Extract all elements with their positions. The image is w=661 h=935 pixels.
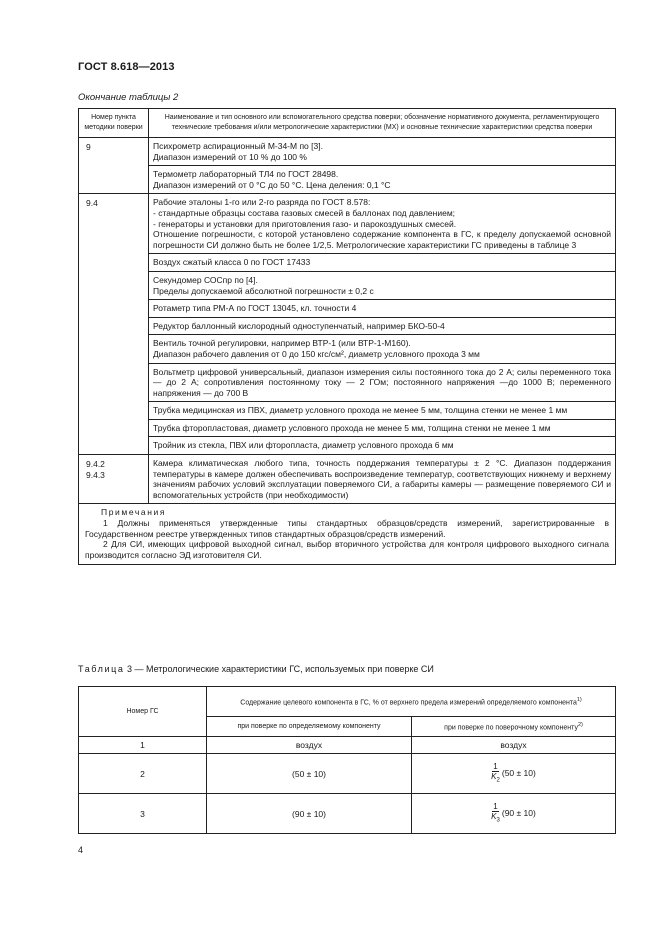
- table3-caption-text: 3 — Метрологические характеристики ГС, используемых при поверке СИ: [124, 664, 434, 674]
- equipment-item: [149, 363, 615, 402]
- equipment-line: Диапазон измерений от 0 °С до 50 °С. Цена деления: 0,1 °С: [153, 179, 391, 190]
- table-row: [79, 737, 616, 754]
- equipment-line: Трубка медицинская из ПВХ, диаметр условного прохода не менее 5 мм, толщина стенки не менее 1 мм: [153, 405, 568, 416]
- equipment-line: Вольтметр цифровой универсальный, диапазон измерения силы постоянного тока до 2 А; силы переменного тока — до 2 А; сопротивления постоянному току — 2 ГОм; постоянного напряжения —до 1000 В; переменного напряжения — до 700 В: [153, 366, 611, 398]
- table2-notes-row: [79, 504, 616, 565]
- table3-subheader-2: [412, 717, 616, 737]
- document-code: ГОСТ 8.618—2013: [78, 61, 175, 73]
- fraction-den-letter: K: [491, 772, 497, 782]
- equipment-line: Камера климатическая любого типа, точность поддержания температуры ± 2 °С. Диапазон поддержания температуры в камере должен обеспечивать воспроизведение температур, соответствующих нижнему и верхнему значениям рабочих условий эксплуатации поверяемого СИ, а габариты камеры — размещение поверяемого СИ и вспомогательных устройств (при необходимости): [153, 458, 611, 500]
- table3-col1-header: Номер ГС: [79, 687, 207, 737]
- fraction-denominator: [491, 772, 500, 786]
- table3-header-row: [79, 687, 616, 717]
- gs-value-verification: [412, 794, 616, 834]
- table2-col1-header: Номер пункта методики поверки: [79, 109, 149, 138]
- fraction-den-sub: 3: [496, 817, 500, 824]
- fraction: [491, 762, 500, 786]
- table-row: [79, 794, 616, 834]
- equipment-item: [149, 401, 615, 419]
- equipment-item: [149, 317, 615, 335]
- note-item: 1 Должны применяться утвержденные типы стандартных образцов/средств измерений, зарегистрированные в Государственном реестре утвержденных типов стандартных образцов/средств измерений.: [85, 518, 609, 539]
- equipment-line: Психрометр аспирационный М-34-М по [3].: [153, 141, 323, 151]
- equipment-item: [149, 165, 615, 193]
- gs-number: 2: [79, 754, 207, 794]
- equipment-line: Ротаметр типа РМ-А по ГОСТ 13045, кл. точности 4: [153, 303, 357, 314]
- fraction: [491, 802, 500, 826]
- equipment-line: Редуктор баллонный кислородный одноступенчатый, например БКО-50-4: [153, 320, 445, 331]
- equipment-item: [149, 253, 615, 271]
- table3-group-header-text: Содержание целевого компонента в ГС, % от верхнего предела измерений определяемого компонента: [240, 699, 577, 707]
- gs-value-verification: [412, 754, 616, 794]
- table3-group-header: [207, 687, 616, 717]
- equipment-item: [149, 299, 615, 317]
- table3-group-header-sup: 1): [576, 696, 582, 703]
- gs-number: 1: [79, 737, 207, 754]
- equipment-line: Секундомер СОСпр по [4].: [153, 274, 258, 285]
- equipment-line: Пределы допускаемой абсолютной погрешности ± 0,2 с: [153, 285, 374, 296]
- table3-subheader-1: при поверке по определяемому компоненту: [207, 717, 412, 737]
- table2-notes: [79, 504, 616, 565]
- equipment-line: Диапазон измерений от 10 % до 100 %: [153, 151, 307, 162]
- fraction-numerator: 1: [493, 762, 498, 772]
- equipment-cell: [149, 194, 616, 455]
- equipment-item: [149, 271, 615, 299]
- note-item: 2 Для СИ, имеющих цифровой выходной сигнал, выбор вторичного устройства для контроля цифрового выходного сигнала производится согласно ЭД изготовителя СИ.: [85, 539, 609, 560]
- page-number: 4: [78, 845, 84, 855]
- table2-col2-header: Наименование и тип основного или вспомогательного средства поверки; обозначение нормативного документа, регламентирующего технические требования и/или метрологические характеристики (МХ) и основные технические характеристики средства поверки: [149, 109, 616, 138]
- table-row: [79, 754, 616, 794]
- equipment-item: [149, 436, 615, 454]
- equipment-line: Трубка фторопластовая, диаметр условного прохода не менее 5 мм, толщина стенки не менее 1 мм: [153, 422, 551, 433]
- equipment-item: [149, 419, 615, 437]
- table3-subheader-2-sup: 2): [577, 722, 583, 728]
- gs-value-verification-text: (90 ± 10): [501, 808, 536, 819]
- equipment-line: Воздух сжатый класса 0 по ГОСТ 17433: [153, 257, 311, 268]
- table-3: [78, 686, 616, 834]
- gs-value-determined: (90 ± 10): [207, 794, 412, 834]
- equipment-cell: [149, 455, 616, 504]
- table2-continuation-label: Окончание таблицы 2: [78, 92, 179, 103]
- equipment-item: [149, 194, 615, 253]
- equipment-line: - стандартные образцы состава газовых смесей в баллонах под давлением;: [153, 207, 456, 218]
- gs-number: 3: [79, 794, 207, 834]
- table-row: [79, 194, 616, 455]
- table-2: [78, 108, 616, 565]
- fraction-den-letter: K: [491, 812, 497, 822]
- table3-caption: [78, 664, 434, 674]
- fraction-den-sub: 2: [496, 777, 500, 784]
- table3-subheader-2-text: при поверке по поверочному компоненту: [444, 724, 578, 732]
- equipment-line: Диапазон рабочего давления от 0 до 150 кгс/см², диаметр условного прохода 3 мм: [153, 348, 480, 359]
- equipment-cell: [149, 138, 616, 194]
- table2-header-row: [79, 109, 616, 138]
- table-row: [79, 138, 616, 194]
- equipment-line: Отношение погрешности, с которой установлено содержание компонента в ГС, к пределу допускаемой основной погрешности СИ должно быть не более 1/2,5. Метрологические характеристики ГС приведены в таблице 3: [153, 229, 611, 250]
- clause-number: 9.4.2 9.4.3: [79, 455, 149, 504]
- equipment-line: Рабочие эталоны 1-го или 2-го разряда по ГОСТ 8.578:: [153, 197, 371, 208]
- gs-value-verification-text: (50 ± 10): [501, 768, 536, 779]
- table-row: [79, 455, 616, 504]
- clause-number: 9: [79, 138, 149, 194]
- equipment-line: Термометр лабораторный ТЛ4 по ГОСТ 28498.: [153, 169, 339, 180]
- clause-number: 9.4: [79, 194, 149, 455]
- table3-caption-word: Таблица: [78, 664, 125, 674]
- equipment-item: [149, 455, 615, 503]
- gs-value-determined: (50 ± 10): [207, 754, 412, 794]
- gs-value-verification: воздух: [412, 737, 616, 754]
- notes-title: Примечания: [101, 507, 167, 518]
- table2-body: [79, 138, 616, 504]
- fraction-denominator: [491, 812, 500, 826]
- gs-value-determined: воздух: [207, 737, 412, 754]
- equipment-line: Тройник из стекла, ПВХ или фторопласта, диаметр условного прохода 6 мм: [153, 440, 454, 451]
- equipment-item: [149, 138, 615, 165]
- equipment-line: Вентиль точной регулировки, например ВТР-1 (или ВТР-1-М160).: [153, 338, 411, 349]
- equipment-item: [149, 334, 615, 362]
- equipment-line: - генераторы и установки для приготовления газо- и парокоздушных смесей.: [153, 218, 457, 229]
- fraction-numerator: 1: [493, 802, 498, 812]
